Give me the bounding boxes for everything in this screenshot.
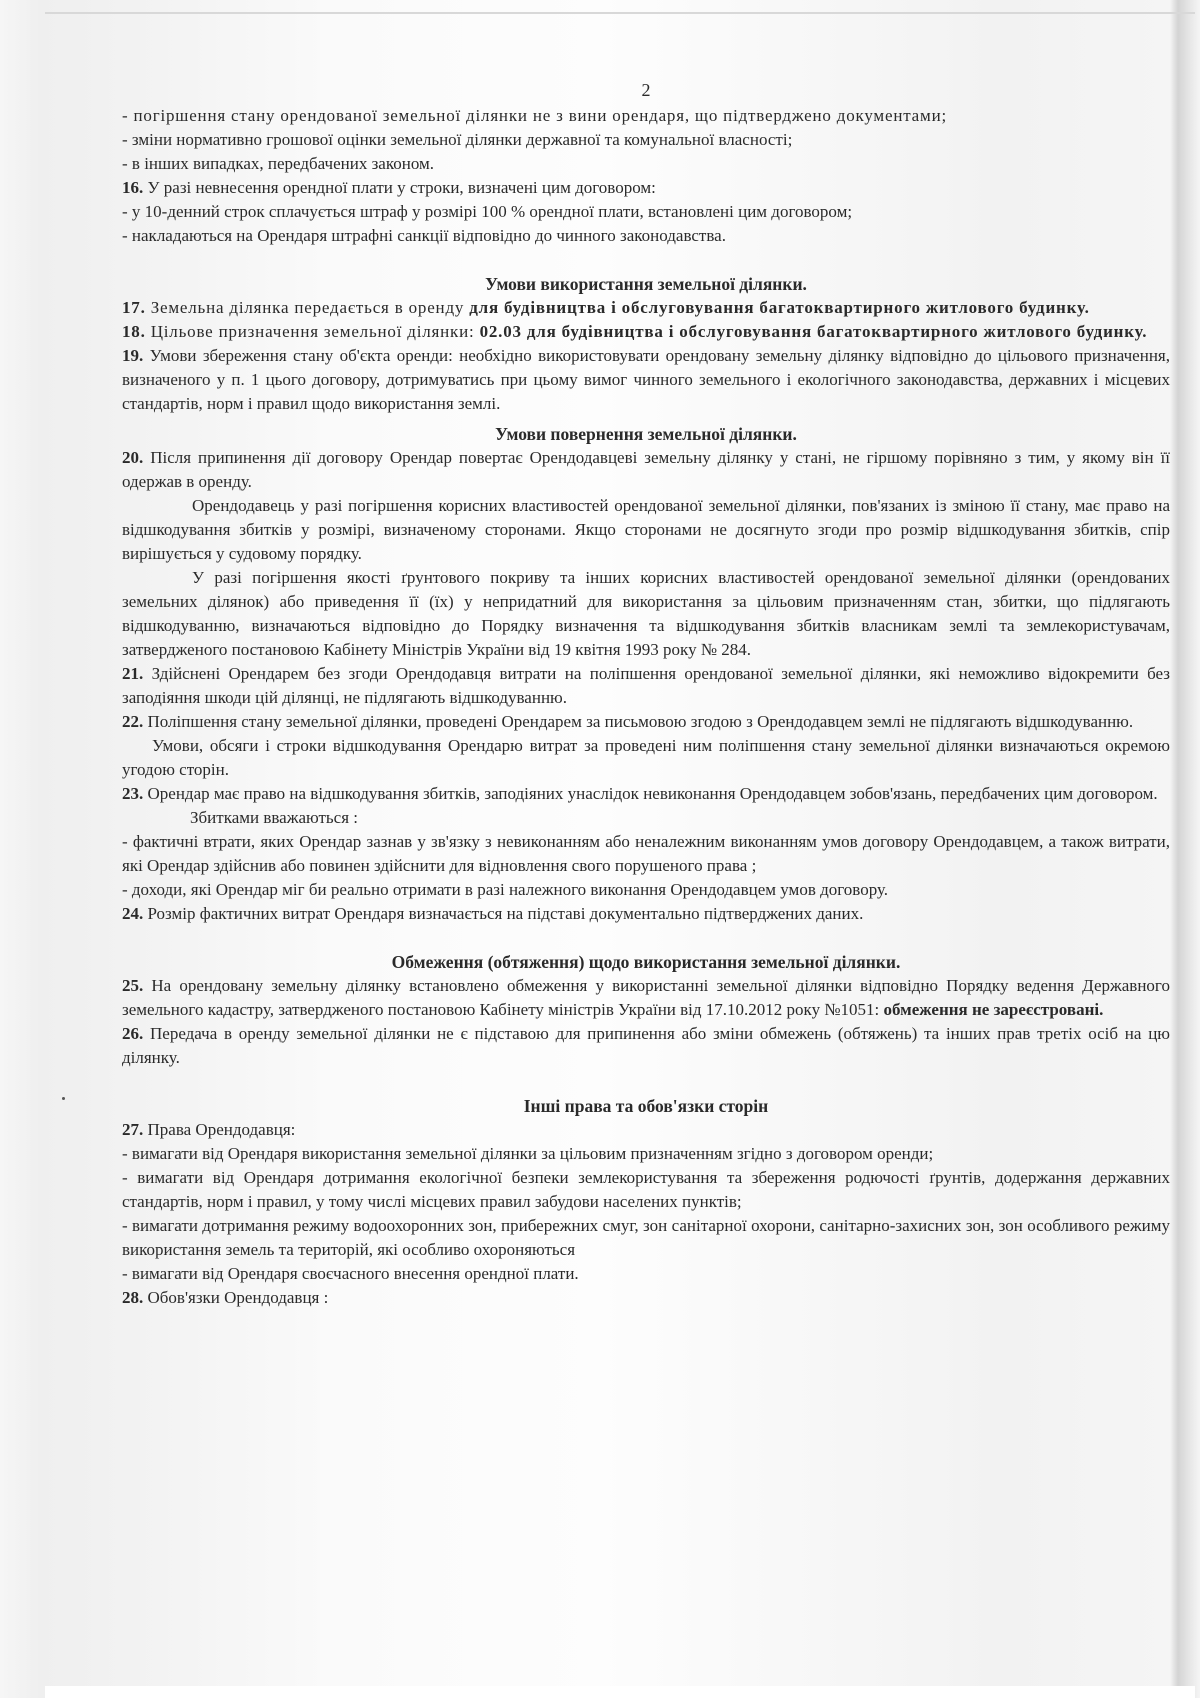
document-body	[122, 78, 1170, 1310]
clause-23	[122, 782, 1170, 806]
clause-28	[122, 1286, 1170, 1310]
scan-edge-bottom	[45, 1686, 1195, 1698]
section-heading-restrictions: Обмеження (обтяження) щодо використання земельної ділянки.	[391, 952, 901, 972]
clause-22	[122, 710, 1170, 734]
scan-edge-top	[45, 12, 1195, 14]
section-heading-usage: Умови використання земельної ділянки.	[485, 274, 807, 294]
clause-number: 26.	[122, 1024, 144, 1043]
section-heading-return: Умови повернення земельної ділянки.	[495, 424, 797, 444]
clause-number: 18.	[122, 322, 146, 341]
intro-item-1: - погіршення стану орендованої земельної ділянки не з вини орендаря, що підтверджено документами;	[122, 106, 947, 125]
clause-number: 19.	[122, 346, 144, 365]
clause-bold-text: 02.03 для будівництва і обслуговування багатоквартирного житлового будинку.	[479, 322, 1148, 341]
clause-27	[122, 1118, 1170, 1142]
clause-bold-text: для будівництва і обслуговування багатоквартирного житлового будинку.	[469, 298, 1090, 317]
clause-23-item-losses: - фактичні втрати, яких Орендар зазнав у зв'язку з невиконанням або неналежним виконанням умов договору Орендодавцем, а також витрати, які Орендар здійснив або повинен здійснити для відновлення свого порушеного права ;	[122, 832, 1170, 875]
clause-text: Цільове призначення земельної ділянки:	[145, 322, 480, 341]
clause-23-damages-label: Збитками вважаються :	[190, 808, 359, 827]
clause-22-paragraph-b: Умови, обсяги і строки відшкодування Орендарю витрат за проведені ним поліпшення стану земельної ділянки визначаються окремою угодою сторін.	[122, 736, 1170, 779]
clause-16	[122, 176, 1170, 200]
intro-item-2: - зміни нормативно грошової оцінки земельної ділянки державної та комунальної власності;	[122, 130, 793, 149]
clause-19	[122, 344, 1170, 416]
clause-26	[122, 1022, 1170, 1070]
clause-25	[122, 974, 1170, 1022]
clause-number: 24.	[122, 904, 144, 923]
clause-text: Розмір фактичних витрат Орендаря визначається на підставі документально підтверджених даних.	[143, 904, 864, 923]
clause-bold-text: обмеження не зареєстровані.	[883, 1000, 1104, 1019]
clause-27-item-a: - вимагати від Орендаря використання земельної ділянки за цільовим призначенням згідно з договором оренди;	[122, 1144, 934, 1163]
clause-number: 22.	[122, 712, 144, 731]
section-heading-other-rights: Інші права та обов'язки сторін	[523, 1096, 769, 1116]
clause-number: 27.	[122, 1120, 144, 1139]
clause-number: 16.	[122, 178, 144, 197]
clause-text: Після припинення дії договору Орендар повертає Орендодавцеві земельну ділянку у стані, не гіршому порівняно з тим, у якому він її одержав в оренду.	[122, 448, 1170, 491]
clause-text: У разі невнесення орендної плати у строки, визначені цим договором:	[143, 178, 656, 197]
clause-23-item-income: - доходи, які Орендар міг би реально отримати в разі належного виконання Орендодавцем умов договору.	[122, 880, 889, 899]
intro-item-3: - в інших випадках, передбачених законом.	[122, 154, 435, 173]
clause-21	[122, 662, 1170, 710]
clause-text: Умови збереження стану об'єкта оренди: необхідно використовувати орендовану земельну ділянку відповідно до цільового призначення, визначеного у п. 1 цього договору, дотримуватись при цьому вимог чинного земельного і екологічного законодавства, державних і місцевих стандартів, норм і правил щодо використання землі.	[122, 346, 1170, 413]
clause-18	[122, 320, 1170, 344]
clause-20-paragraph-c: У разі погіршення якості ґрунтового покриву та інших корисних властивостей орендованої земельної ділянки (орендованих земельних ділянок) або приведення її (їх) у непридатний для використання за цільовим призначенням стан, збитки, що підлягають відшкодуванню, визначаються відповідно до Порядку визначення та відшкодування збитків власникам землі та землекористувачам, затвердженого постановою Кабінету Міністрів України від 19 квітня 1993 року № 284.	[122, 568, 1170, 659]
clause-text: Обов'язки Орендодавця :	[143, 1288, 329, 1307]
clause-27-item-c: - вимагати дотримання режиму водоохоронних зон, прибережних смуг, зон санітарної охорони, санітарно-захисних зон, зон особливого режиму використання земель та територій, які особливо охороняються	[122, 1216, 1170, 1259]
clause-number: 23.	[122, 784, 144, 803]
clause-17	[122, 296, 1170, 320]
clause-number: 17.	[122, 298, 146, 317]
clause-20-paragraph-b: Орендодавець у разі погіршення корисних властивостей орендованої земельної ділянки, пов'язаних із зміною її стану, має право на відшкодування збитків у розмірі, визначеному сторонами. Якщо сторонами не досягнуто згоди про розмір відшкодування збитків, спір вирішується у судовому порядку.	[122, 496, 1170, 563]
page-number: 2	[641, 80, 651, 100]
clause-20	[122, 446, 1170, 494]
clause-text: Передача в оренду земельної ділянки не є підставою для припинення або зміни обмежень (обтяжень) та інших прав третіх осіб на цю ділянку.	[122, 1024, 1170, 1067]
clause-number: 21.	[122, 664, 144, 683]
clause-27-item-d: - вимагати від Орендаря своєчасного внесення орендної плати.	[122, 1264, 579, 1283]
clause-24	[122, 902, 1170, 926]
clause-text: На орендовану земельну ділянку встановлено обмеження у використанні земельної ділянки відповідно Порядку ведення Державного земельного кадастру, затвердженого постановою Кабінету міністрів України від 17.10.2012 року №1051:	[122, 976, 1170, 1019]
clause-text: Орендар має право на відшкодування збитків, заподіяних унаслідок невиконання Орендодавцем зобов'язань, передбачених цим договором.	[143, 784, 1158, 803]
clause-27-item-b: - вимагати від Орендаря дотримання екологічної безпеки землекористування та збереження родючості ґрунтів, додержання державних стандартів, норм і правил, у тому числі місцевих правил забудови населених пунктів;	[122, 1168, 1170, 1211]
clause-number: 25.	[122, 976, 144, 995]
clause-text: Земельна ділянка передається в оренду	[145, 298, 470, 317]
clause-number: 28.	[122, 1288, 144, 1307]
clause-16-item-a: - у 10-денний строк сплачується штраф у розмірі 100 % орендної плати, встановлені цим договором;	[122, 202, 853, 221]
clause-number: 20.	[122, 448, 144, 467]
clause-16-item-b: - накладаються на Орендаря штрафні санкції відповідно до чинного законодавства.	[122, 226, 726, 245]
clause-text: Здійснені Орендарем без згоди Орендодавця витрати на поліпшення орендованої земельної ділянки, які неможливо відокремити без заподіяння шкоди цій ділянці, не підлягають відшкодуванню.	[122, 664, 1170, 707]
clause-text: Права Орендодавця:	[143, 1120, 296, 1139]
scan-speck	[62, 1097, 65, 1100]
clause-text: Поліпшення стану земельної ділянки, проведені Орендарем за письмовою згодою з Орендодавцем землі не підлягають відшкодуванню.	[143, 712, 1134, 731]
